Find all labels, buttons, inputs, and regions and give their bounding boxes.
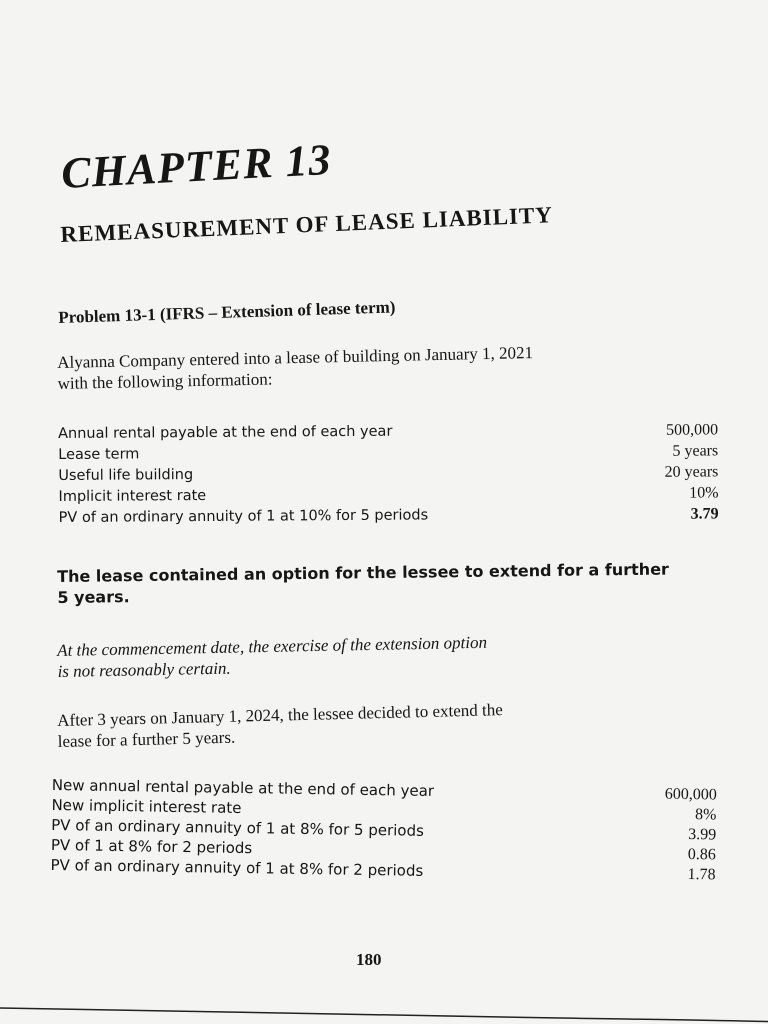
option-line: 5 years. [57, 587, 130, 607]
row-value: 500,000 [665, 421, 719, 439]
commencement-paragraph [57, 627, 738, 682]
row-value: 10% [689, 484, 719, 502]
row-value: 600,000 [664, 785, 717, 804]
intro-paragraph [57, 338, 728, 394]
extension-paragraph [57, 693, 738, 752]
chapter-subtitle: REMEASUREMENT OF LEASE LIABILITY [60, 202, 554, 247]
option-line: The lease contained an option for the lessee to extend for a further [57, 559, 669, 586]
row-label: PV of an ordinary annuity of 1 at 8% for 2 periods [50, 855, 424, 880]
row-label: New implicit interest rate [51, 795, 242, 817]
page-edge-divider [0, 1006, 768, 1024]
row-label: Implicit interest rate [58, 487, 207, 505]
chapter-title: CHAPTER 13 [60, 134, 333, 198]
row-label: PV of an ordinary annuity of 1 at 10% for 5 periods [58, 507, 429, 526]
extension-line: lease for a further 5 years. [57, 727, 236, 751]
row-value: 5 years [672, 442, 719, 460]
commencement-line: At the commencement date, the exercise of the extension option [57, 632, 488, 660]
table-row [59, 503, 719, 529]
row-value: 20 years [664, 463, 719, 481]
row-label: Annual rental payable at the end of each year [58, 423, 393, 442]
row-label: Lease term [58, 446, 140, 463]
page-number: 180 [356, 950, 382, 969]
row-label: PV of 1 at 8% for 2 periods [50, 835, 253, 858]
row-value: 8% [694, 806, 717, 824]
intro-line: with the following information: [57, 369, 273, 393]
row-label: Useful life building [58, 467, 194, 484]
commencement-line: is not reasonably certain. [57, 658, 231, 681]
row-value: 3.99 [688, 826, 717, 844]
row-label: PV of an ordinary annuity of 1 at 8% for 5 periods [51, 815, 425, 840]
row-value: 1.78 [687, 865, 716, 884]
row-label: New annual rental payable at the end of each year [51, 775, 435, 801]
intro-line: Alyanna Company entered into a lease of building on January 1, 2021 [57, 343, 534, 372]
new-terms-table [50, 775, 716, 885]
option-paragraph [57, 558, 732, 608]
row-value: 0.86 [687, 845, 716, 864]
problem-title: Problem 13-1 (IFRS – Extension of lease term) [58, 297, 396, 327]
lease-info-table [58, 419, 719, 529]
row-value: 3.79 [690, 505, 719, 523]
extension-line: After 3 years on January 1, 2024, the lessee decided to extend the [57, 700, 503, 730]
